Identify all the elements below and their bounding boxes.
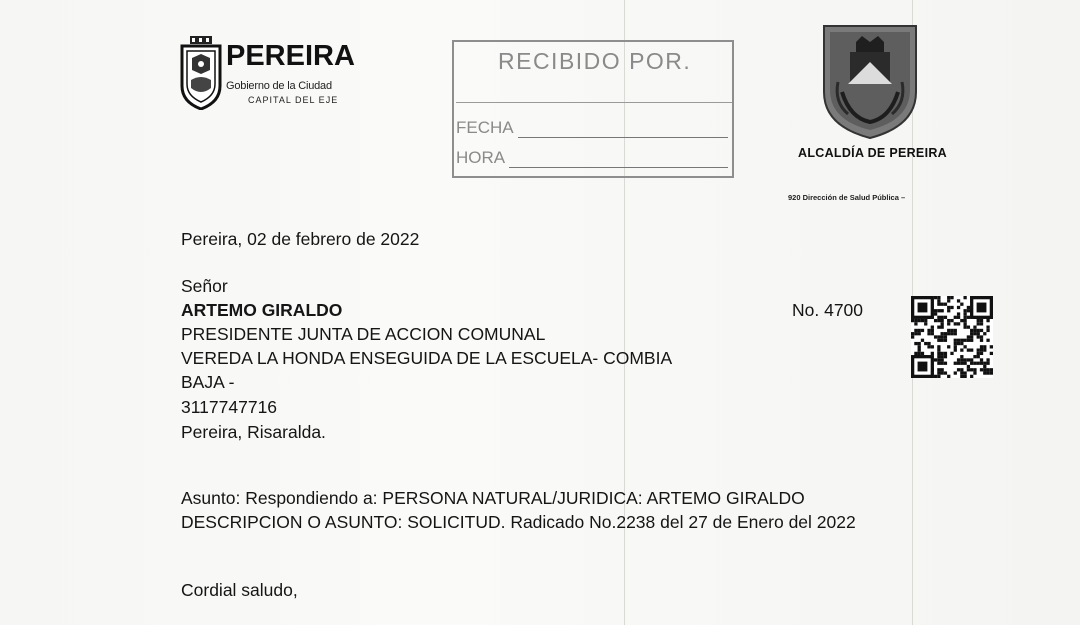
city-line: Pereira, Risaralda.	[181, 422, 326, 442]
stamp-fecha-label: FECHA	[456, 118, 514, 137]
stamp-hora-row	[456, 148, 728, 168]
stamp-hora-label: HORA	[456, 148, 506, 167]
stamp-divider	[456, 102, 732, 103]
salutation-title: Señor	[181, 276, 228, 296]
stamp-fecha-line	[518, 125, 728, 138]
qr-code-icon	[911, 296, 993, 378]
department-line: 920 Dirección de Salud Pública –	[788, 193, 906, 202]
pereira-logo	[178, 36, 355, 116]
recipient-name: ARTEMO GIRALDO	[181, 300, 343, 320]
date-line: Pereira, 02 de febrero de 2022	[181, 229, 420, 249]
subject-line: Asunto: Respondiendo a: PERSONA NATURAL/JURIDICA: ARTEMO GIRALDO	[181, 488, 805, 508]
pereira-shield-icon	[180, 36, 222, 110]
phone-line: 3117747716	[181, 397, 278, 417]
reference-number: No. 4700	[792, 300, 864, 320]
stamp-fecha-row	[456, 118, 728, 138]
logo-brand-text: PEREIRA	[226, 40, 355, 72]
subject-line: DESCRIPCION O ASUNTO: SOLICITUD. Radicado No.2238 del 27 de Enero del 2022	[181, 512, 856, 532]
greeting-line: Cordial saludo,	[181, 580, 298, 600]
address-line: PRESIDENTE JUNTA DE ACCION COMUNAL	[181, 324, 546, 344]
address-line: BAJA -	[181, 372, 235, 392]
logo-subtitle: Gobierno de la Ciudad	[226, 80, 332, 92]
alcaldia-emblem-icon	[820, 22, 920, 140]
stamp-title: RECIBIDO POR.	[498, 48, 692, 74]
alcaldia-title: ALCALDÍA DE PEREIRA	[798, 146, 947, 160]
address-line: VEREDA LA HONDA ENSEGUIDA DE LA ESCUELA- COMBIA	[181, 348, 673, 368]
logo-tagline: CAPITAL DEL EJE	[248, 95, 339, 105]
received-stamp	[452, 40, 734, 178]
stamp-hora-line	[509, 155, 728, 168]
